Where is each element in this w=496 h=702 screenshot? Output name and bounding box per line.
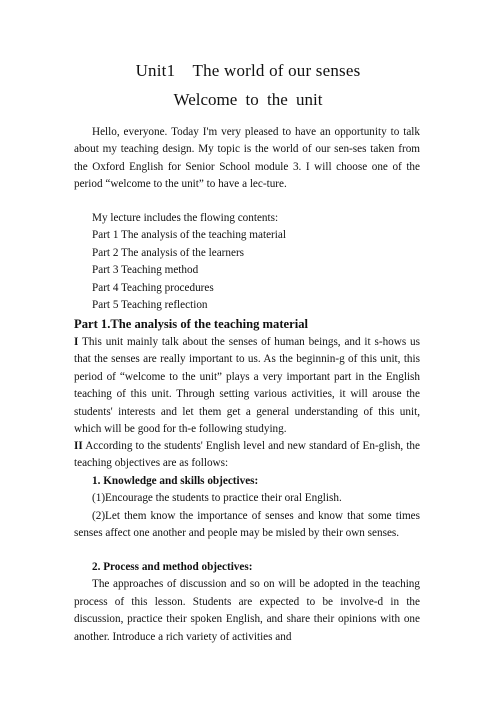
section-1	[74, 334, 420, 438]
intro-block	[74, 124, 420, 194]
contents-item: Part 2 The analysis of the learners	[92, 246, 245, 259]
unit-subtitle: Welcome to the unit	[173, 90, 323, 109]
section-2	[74, 438, 420, 473]
contents-item: Part 3 Teaching method	[92, 264, 199, 277]
objectives-1	[74, 473, 420, 543]
intro-paragraph: Hello, everyone. Today I'm very pleased to have an opportunity to talk about my teaching design. My topic is the world of our sen-ses taken from the Oxford English for Senior School module 3. I will choose one of the period “welcome to the unit” to have a lec-ture.	[74, 126, 420, 191]
part1-heading: Part 1.The analysis of the teaching material	[74, 317, 309, 331]
objective-1-item-2: (2)Let them know the importance of senses and know that some times senses affect one another and people may be misled by their own senses.	[74, 509, 420, 540]
contents-list	[74, 210, 420, 314]
contents-item: Part 4 Teaching procedures	[92, 281, 214, 294]
objective-2-heading: 2. Process and method objectives:	[92, 561, 253, 573]
objectives-2	[74, 559, 420, 646]
contents-item: Part 5 Teaching reflection	[92, 299, 208, 312]
contents-item: Part 1 The analysis of the teaching material	[92, 229, 286, 242]
section-1-text: This unit mainly talk about the senses of human beings, and it s-hows us that the senses are really important to us. As the beginnin-g of this unit, this period of “welcome to the unit” plays a very important part in the English teaching of this unit. Through setting various activities, it will arouse the students' interests and let them get a general understanding of this unit, which will be good for th-e following studying.	[74, 336, 420, 436]
section-2-text: According to the students' English level and new standard of En-glish, the teaching objectives are as follows:	[74, 440, 420, 470]
unit-title: Unit1 The world of our senses	[135, 61, 361, 80]
section-2-numeral: II	[74, 440, 83, 452]
objective-2-text: The approaches of discussion and so on will be adopted in the teaching process of this lesson. Students are expected to be involve-d in the discussion, practice their spoken English, and share their opinions with one another. Introduce a rich variety of activities and	[74, 578, 420, 643]
objective-1-item-1: (1)Encourage the students to practice their oral English.	[92, 492, 342, 505]
objective-1-heading: 1. Knowledge and skills objectives:	[92, 475, 259, 487]
section-1-numeral: I	[74, 336, 79, 348]
contents-lead: My lecture includes the flowing contents:	[92, 212, 279, 224]
